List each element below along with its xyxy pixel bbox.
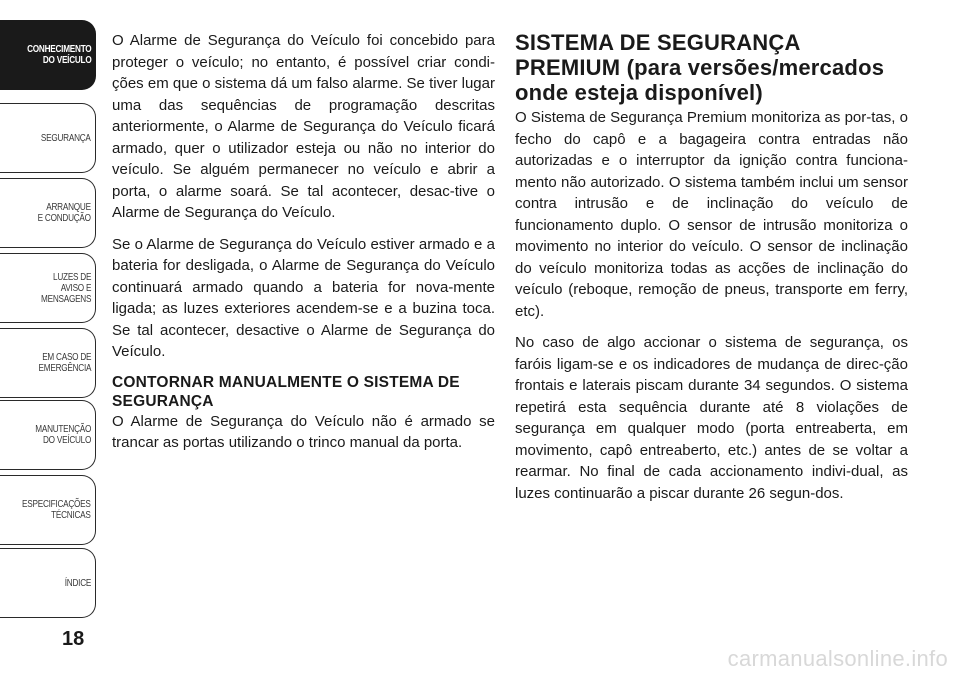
right-column	[515, 30, 908, 514]
tab-label: MANUTENÇÃO DO VEÍCULO	[35, 424, 91, 446]
paragraph: Se o Alarme de Segurança do Veículo estiver armado e a bateria for desligada, o Alarme de Segurança do Veículo continuará armado quando a bateria for nova-mente ligada; as luzes exteriores acendem-se e a buzina toca. Se tal acontecer, desactive o Alarme de Segurança do Veículo.	[112, 235, 495, 360]
tab-label: ESPECIFICAÇÕES TÉCNICAS	[22, 499, 91, 521]
tab-seguranca[interactable]	[0, 103, 96, 173]
paragraph: O Alarme de Segurança do Veículo não é armado se trancar as portas utilizando o trinco manual da porta.	[112, 412, 495, 451]
tab-label: LUZES DE AVISO E MENSAGENS	[40, 271, 91, 305]
tab-luzes-de-aviso[interactable]	[0, 253, 96, 323]
page-title: SISTEMA DE SEGURANÇA PREMIUM (para versões/mercados onde esteja disponível)	[515, 30, 885, 105]
tab-label: ARRANQUE E CONDUÇÃO	[37, 202, 91, 224]
tab-arranque-e-conducao[interactable]	[0, 178, 96, 248]
left-column	[112, 30, 495, 464]
watermark: carmanualsonline.info	[727, 646, 948, 671]
page-number: 18	[62, 628, 85, 650]
paragraph: O Sistema de Segurança Premium monitoriza as por-tas, o fecho do capô e a bagageira contra entradas não autorizadas e o interruptor da ignição contra funciona-mento não autorizado. O sistema também inclui um sensor contra intrusão e de inclinação do veículo de funcionamento duplo. O sensor de intrusão monitoriza o movimento no interior do veículo. O sensor de inclinação do veículo monitoriza todas as acções de inclinação do veículo (reboque, remoção de pneus, transporte em ferry, etc).	[515, 109, 908, 320]
tab-indice[interactable]	[0, 548, 96, 618]
tab-label: EM CASO DE EMERGÊNCIA	[38, 352, 91, 374]
tab-conhecimento-do-veiculo[interactable]	[0, 20, 96, 90]
paragraph: No caso de algo accionar o sistema de segurança, os faróis ligam-se e os indicadores de mudança de direc-ção frontais e laterais piscam durante 34 segundos. O sistema repetirá esta sequência durante até 8 violações de segurança em qualquer modo (porta entreaberta, em movimento, capô entreaberto, etc.) antes de se voltar a rearmar. No final de cada accionamento indivi-dual, as luzes continuarão a piscar durante 26 segun-dos.	[515, 334, 908, 502]
tab-manutencao-do-veiculo[interactable]	[0, 400, 96, 470]
tab-label: SEGURANÇA	[41, 132, 91, 144]
tab-especificacoes-tecnicas[interactable]	[0, 475, 96, 545]
chapter-tabs	[0, 0, 98, 640]
section-heading: CONTORNAR MANUALMENTE O SISTEMA DE SEGURANÇA	[112, 373, 460, 410]
paragraph: O Alarme de Segurança do Veículo foi concebido para proteger o veículo; no entanto, é possível criar condi-ções em que o sistema dá um falso alarme. Se tiver lugar uma das sequências de programação descritas anteriormente, o Alarme de Segurança do Veículo ficará armado, quer o utilizador esteja ou não no interior do veículo. Se alguém permanecer no veículo e abrir a porta, o alarme soará. Se tal acontecer, desac-tive o Alarme de Segurança do Veículo.	[112, 32, 495, 221]
tab-label: CONHECIMENTO DO VEÍCULO	[26, 44, 91, 66]
tab-label: ÍNDICE	[64, 577, 91, 589]
tab-em-caso-de-emergencia[interactable]	[0, 328, 96, 398]
